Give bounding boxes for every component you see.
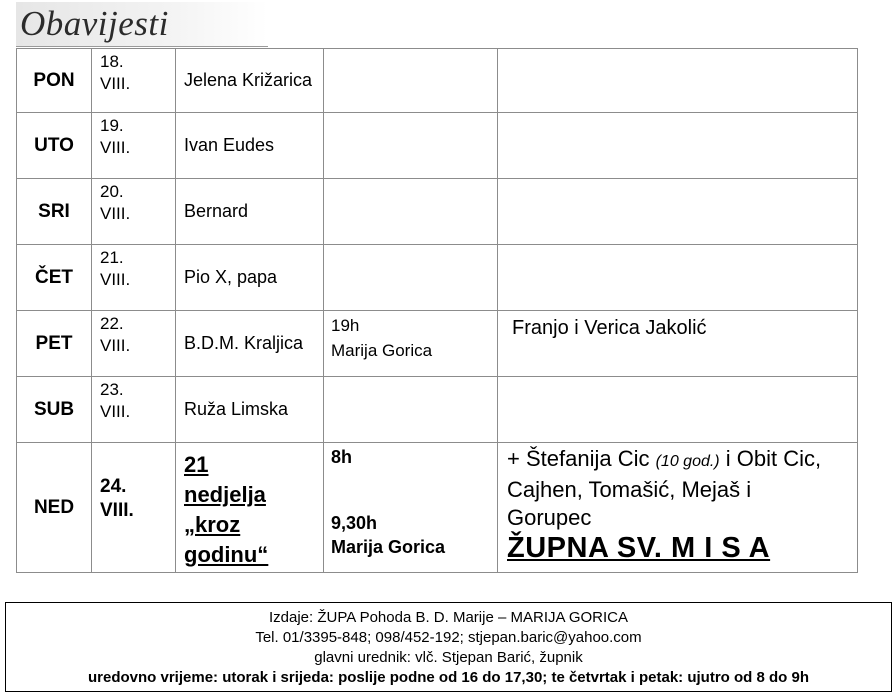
date-cell [92, 245, 176, 311]
page-title: Obavijesti [20, 4, 169, 43]
intention-line: Cajhen, Tomašić, Mejaš i [507, 477, 752, 502]
date-month: VIII. [100, 500, 134, 521]
intention-part: i Obit Cic, [725, 446, 822, 471]
date-day: 24. [100, 476, 127, 497]
table-row [17, 49, 858, 113]
time-cell [324, 179, 498, 245]
footer-office-hours: uredovno vrijeme: utorak i srijeda: poslije podne od 16 do 17,30; te četvrtak i petak: ujutro od 8 do 9h [88, 669, 809, 686]
date-month: VIII. [100, 336, 131, 355]
intention-note: (10 god.) [655, 453, 720, 470]
footer-editor: glavni urednik: vlč. Stjepan Barić, župnik [314, 649, 583, 666]
day-cell: PET [17, 311, 92, 377]
schedule-table [16, 48, 858, 573]
table-row [17, 245, 858, 311]
saint-cell: Ivan Eudes [176, 113, 324, 179]
day-cell: NED [17, 443, 92, 573]
mass-place: Marija Gorica [331, 537, 446, 557]
intention-line [507, 445, 857, 476]
date-cell [92, 443, 176, 573]
intention-cell: Franjo i Verica Jakolić [498, 311, 858, 377]
time-cell [324, 377, 498, 443]
sunday-title-cell [176, 443, 324, 573]
date-cell [92, 179, 176, 245]
date-cell [92, 377, 176, 443]
intention-cell [498, 443, 858, 573]
intention-line: Gorupec [507, 505, 592, 530]
table-row-sunday [17, 443, 858, 573]
date-month: VIII. [100, 138, 131, 157]
intention-cell [498, 113, 858, 179]
date-cell [92, 113, 176, 179]
header-banner [16, 2, 268, 47]
date-day: 21. [100, 248, 124, 267]
sunday-title-line: nedjelja [184, 481, 266, 507]
day-cell: PON [17, 49, 92, 113]
saint-cell: Bernard [176, 179, 324, 245]
time-cell [324, 443, 498, 573]
day-cell: UTO [17, 113, 92, 179]
date-day: 22. [100, 314, 124, 333]
saint-cell: B.D.M. Kraljica [176, 311, 324, 377]
sunday-title-line: godinu“ [184, 541, 269, 567]
time-cell [324, 49, 498, 113]
date-day: 18. [100, 52, 124, 71]
footer-box [5, 602, 892, 692]
time-cell [324, 113, 498, 179]
date-month: VIII. [100, 270, 131, 289]
date-month: VIII. [100, 402, 131, 421]
intention-cell [498, 49, 858, 113]
mass-place: Marija Gorica [331, 341, 433, 360]
table-row [17, 377, 858, 443]
mass-time: 19h [331, 316, 360, 335]
date-month: VIII. [100, 74, 131, 93]
table-row [17, 113, 858, 179]
footer-contact: Tel. 01/3395-848; 098/452-192; stjepan.baric@yahoo.com [255, 629, 642, 646]
date-cell [92, 311, 176, 377]
date-day: 19. [100, 116, 124, 135]
date-day: 20. [100, 182, 124, 201]
time-cell [324, 245, 498, 311]
table-row [17, 311, 858, 377]
mass-time-1: 8h [331, 447, 353, 467]
table-row [17, 179, 858, 245]
saint-cell: Jelena Križarica [176, 49, 324, 113]
intention-cell [498, 245, 858, 311]
day-cell: SUB [17, 377, 92, 443]
mass-time-2: 9,30h [331, 513, 378, 533]
date-month: VIII. [100, 204, 131, 223]
date-day: 23. [100, 380, 124, 399]
saint-cell: Pio X, papa [176, 245, 324, 311]
intention-cell [498, 377, 858, 443]
time-cell [324, 311, 498, 377]
day-cell: SRI [17, 179, 92, 245]
parish-mass-label: ŽUPNA SV. M I S A [507, 532, 771, 564]
sunday-title-line: 21 [184, 451, 209, 477]
intention-part: + Štefanija Cic [507, 446, 650, 471]
sunday-title-line: „kroz [184, 511, 241, 537]
intention-cell [498, 179, 858, 245]
saint-cell: Ruža Limska [176, 377, 324, 443]
day-cell: ČET [17, 245, 92, 311]
footer-publisher: Izdaje: ŽUPA Pohoda B. D. Marije – MARIJA GORICA [268, 609, 629, 626]
date-cell [92, 49, 176, 113]
